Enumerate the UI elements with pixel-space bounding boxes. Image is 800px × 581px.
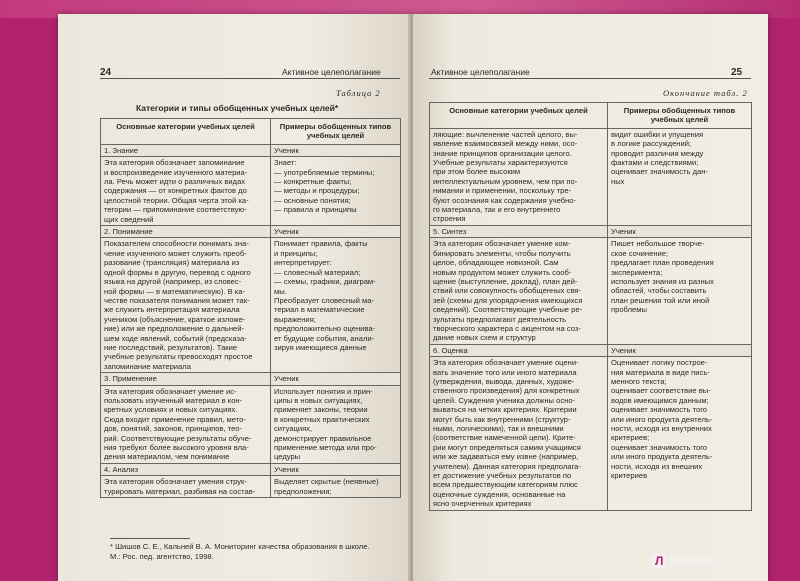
category-examples: Использует понятия и прин- ципы в новых ситуациях, применяет законы, теории в конкретных практических ситуациях, демонстрирует правильное применение метода или про- цедуры (271, 385, 401, 463)
category-heading: 2. Понимание (101, 226, 271, 238)
table-title: Категории и типы обобщенных учебных целей* (136, 103, 339, 113)
category-heading: 4. Анализ (101, 463, 271, 475)
col-header-examples: Примеры обобщенных типов учебных целей (608, 103, 752, 129)
table-header-row (101, 119, 401, 145)
open-book (58, 14, 768, 581)
col-header-categories: Основные категории учебных целей (101, 119, 271, 145)
col-header-examples: Примеры обобщенных типов учебных целей (271, 119, 401, 145)
table-row (101, 476, 401, 498)
examples-heading: Ученик (271, 144, 401, 156)
table-header-row (430, 103, 752, 129)
table-row (101, 238, 401, 373)
table-row (430, 344, 752, 356)
category-description: Эта категория обозначает умение ком- бинировать элементы, чтобы получить целое, обладающее новизной. Сам новым продуктом может служить сооб- щение (выступление, доклад), план дей- ствий или совокупность обобщенных свя- зей (схемы для упорядочения имеющихся сведений). Соответствующие учебные ре- зультаты предполагают деятельность творческого характера с акцентом на соз- дание новых схем и структур (430, 238, 608, 344)
examples-heading: Ученик (271, 463, 401, 475)
labirint-watermark (652, 553, 729, 568)
category-heading: 5. Синтез (430, 225, 608, 237)
table-row (101, 157, 401, 226)
left-page (58, 14, 410, 581)
category-description: Эта категория обозначает умение оцени- вать значение того или иного материала (утверждения, вывода, данных, художе- ственного произведения) для конкретных целей. Суждения ученика должны осно- вываться на четких критериях. Критерии могут быть как внутренними (структур- ными, логическими), так и внешними (соответствие намеченной цели). Крите- рии могут определяться самим учащимся или же задаваться ему извне (например, учителем). Данная категория предполага- ет достижение учебных результатов по всем предшествующим категориям плюс оценочные суждения, основанные на ясно очерченных критериях (430, 357, 608, 511)
table-row (430, 128, 752, 225)
category-examples: видит ошибки и упущения в логике рассуждений; проводит различия между фактами и следствиями; оценивает значимость дан- ных (608, 128, 752, 225)
examples-heading: Ученик (271, 226, 401, 238)
footnote-rule (110, 538, 190, 539)
category-description: ляющие: вычленение частей целого, вы- явление взаимосвязей между ними, осо- знание принципов организации целого. Учебные результаты характеризуются при этом более высоким интеллектуальным уровнем, чем при по- нимании и применении, поскольку тре- буют осознания как содержания учебно- го материала, так и его внутреннего строения (430, 128, 608, 225)
category-examples: Понимает правила, факты и принципы; интерпретирует: — словесный материал; — схемы, графики, диаграм- мы. Преобразует словесный ма- териал в математические выражения; предположительно оценива- ет будущие события, анали- зируя имеющиеся данные (271, 238, 401, 373)
category-examples: Выделяет скрытые (неявные) предположения; (271, 476, 401, 498)
left-table (100, 118, 401, 498)
right-header-rule (429, 78, 751, 79)
examples-heading: Ученик (271, 373, 401, 385)
category-heading: 6. Оценка (430, 344, 608, 356)
table-continuation-label: Окончание табл. 2 (663, 88, 748, 98)
examples-heading: Ученик (608, 225, 752, 237)
category-examples: Пишет небольшое творче- ское сочинение; предлагает план проведения эксперимента; использует знания из разных областей, чтобы составить план решения той или иной проблемы (608, 238, 752, 344)
watermark-site: labirint.ru (669, 553, 730, 568)
table-label: Таблица 2 (336, 88, 381, 98)
right-page (413, 14, 768, 581)
right-running-head: Активное целеполагание (431, 67, 530, 77)
table-row (430, 238, 752, 344)
table-row (101, 226, 401, 238)
left-running-head: Активное целеполагание (282, 67, 381, 77)
labirint-logo-icon: Л (652, 554, 666, 568)
left-page-number: 24 (100, 67, 112, 78)
col-header-categories: Основные категории учебных целей (430, 103, 608, 129)
right-table (429, 102, 752, 511)
table-row (101, 373, 401, 385)
category-description: Эта категория обозначает умение ис- пользовать изученный материал в кон- кретных условиях и новых ситуациях. Сюда входит применение правил, мето- дов, понятий, законов, принципов, тео- рий. Соответствующие результаты обуче- ния требуют более высокого уровня вла- дения материалом, чем понимание (101, 385, 271, 463)
category-description: Показателем способности понимать зна- чение изученного может служить преоб- разование (трансляция) материала из одной формы в другую, перевод с одного языка на другой (например, из словес- ной формы — в математическую). В ка- честве показателя понимания может так- же служить интерпретация материала учеником (объяснение, краткое изложе- ние) или же предположение о дальней- шем ходе явлений, событий (предсказа- ние последствий, результатов). Такие учебные результаты превосходят простое запоминание материала (101, 238, 271, 373)
right-page-number: 25 (731, 67, 743, 78)
left-header-rule (100, 78, 400, 79)
table-row (101, 144, 401, 156)
table-row (430, 225, 752, 237)
table-row (101, 463, 401, 475)
category-description: Эта категория обозначает запоминание и воспроизведение изученного материа- ла. Речь может идти о различных видах содержания — от конкретных фактов до целостной теории. Общая черта этой ка- тегории — припоминание соответствую- щих сведений (101, 157, 271, 226)
category-heading: 1. Знание (101, 144, 271, 156)
category-heading: 3. Применение (101, 373, 271, 385)
category-description: Эта категория обозначает умения струк- турировать материал, разбивая на состав- (101, 476, 271, 498)
footnote: * Шишов С. Е., Кальней В. А. Мониторинг качества образования в школе. М.: Рос. пед. агентство, 1998. (110, 542, 370, 561)
category-examples: Оценивает логику построе- ния материала в виде пись- менного текста; оценивает соответствие вы- водов имеющимся данным; оценивает значимость того или иного продукта деятель- ности, исходя из внутренних критериев; оценивает значимость того или иного продукта деятель- ности, исходя из внешних критериев (608, 357, 752, 511)
table-row (430, 357, 752, 511)
examples-heading: Ученик (608, 344, 752, 356)
category-examples: Знает: — употребляемые термины; — конкретные факты; — методы и процедуры; — основные понятия; — правила и принципы (271, 157, 401, 226)
table-row (101, 385, 401, 463)
